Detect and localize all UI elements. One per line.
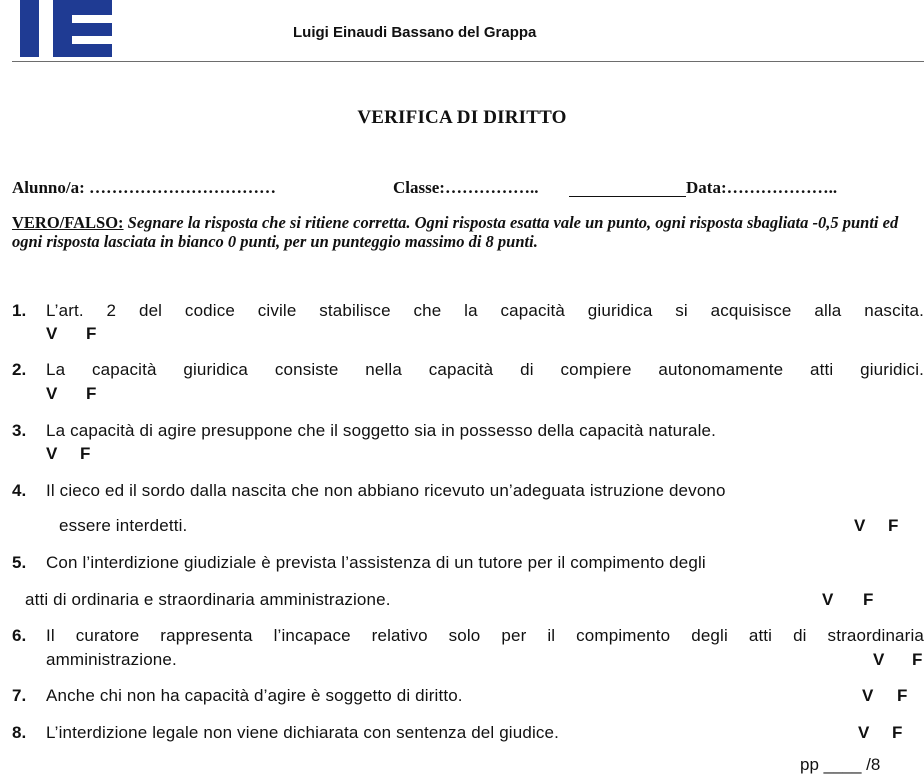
question-number: 1. [12,301,27,320]
instructions-text: Segnare la risposta che si ritiene corretta. Ogni risposta esatta vale un punto, ogni risposta sbagliata -0,5 punti ed ogni risposta lasciata in bianco 0 punti, per un punteggio massimo di 8 punti. [12,213,899,251]
logo-ie-icon [0,0,120,60]
school-logo [0,0,120,60]
question-4-text-line1: Il cieco ed il sordo dalla nascita che non abbiano ricevuto un’adeguata istruzione devono [46,481,726,500]
question-3-text: La capacità di agire presuppone che il soggetto sia in possesso della capacità naturale. [46,421,717,440]
question-6-text-line1: Il curatore rappresenta l’incapace relativo solo per il compimento degli atti di straordinaria [46,626,924,645]
question-text [46,626,924,646]
true-option[interactable]: V [46,444,58,463]
false-option[interactable]: F [863,590,874,609]
true-option[interactable]: V [46,384,58,403]
class-field: Classe:…………….. [393,178,539,197]
false-option[interactable]: F [892,723,903,742]
true-option[interactable]: V [822,590,834,609]
question-5-text-line2: atti di ordinaria e straordinaria amministrazione. [25,590,391,609]
question-number: 4. [12,481,27,500]
student-name-field: Alunno/a: …………………………… [12,178,276,197]
question-number: 6. [12,626,27,645]
true-option[interactable]: V [854,516,866,535]
question-6-text-line2: amministrazione. [46,650,177,669]
question-2-text: La capacità giuridica consiste nella capacità di compiere autonomamente atti giuridici. [46,360,924,379]
false-option[interactable]: F [912,650,923,669]
instructions [12,213,912,251]
question-7-text: Anche chi non ha capacità d’agire è soggetto di diritto. [46,686,463,705]
instructions-heading: VERO/FALSO: [12,213,124,232]
question-number: 3. [12,421,27,440]
question-1-text: L’art. 2 del codice civile stabilisce che la capacità giuridica si acquisisce alla nascita. [46,301,924,320]
question-8-text: L’interdizione legale non viene dichiarata con sentenza del giudice. [46,723,559,742]
true-option[interactable]: V [858,723,870,742]
header-divider [12,61,924,62]
date-field: Data:……………….. [686,178,838,197]
question-text [46,301,924,321]
question-number: 2. [12,360,27,379]
true-option[interactable]: V [46,324,58,343]
question-text [46,360,924,380]
question-number: 7. [12,686,27,705]
false-option[interactable]: F [86,384,97,403]
question-number: 5. [12,553,27,572]
score-footer: pp ____ /8 [800,755,881,774]
true-option[interactable]: V [873,650,885,669]
blank-underline [569,196,686,197]
question-5-text-line1: Con l’interdizione giudiziale è prevista l’assistenza di un tutore per il compimento degli [46,553,706,572]
true-option[interactable]: V [862,686,874,705]
false-option[interactable]: F [86,324,97,343]
false-option[interactable]: F [80,444,91,463]
school-name: Luigi Einaudi Bassano del Grappa [293,24,537,41]
question-number: 8. [12,723,27,742]
false-option[interactable]: F [897,686,908,705]
question-4-text-line2: essere interdetti. [59,516,188,535]
false-option[interactable]: F [888,516,899,535]
page-title: VERIFICA DI DIRITTO [357,107,567,128]
